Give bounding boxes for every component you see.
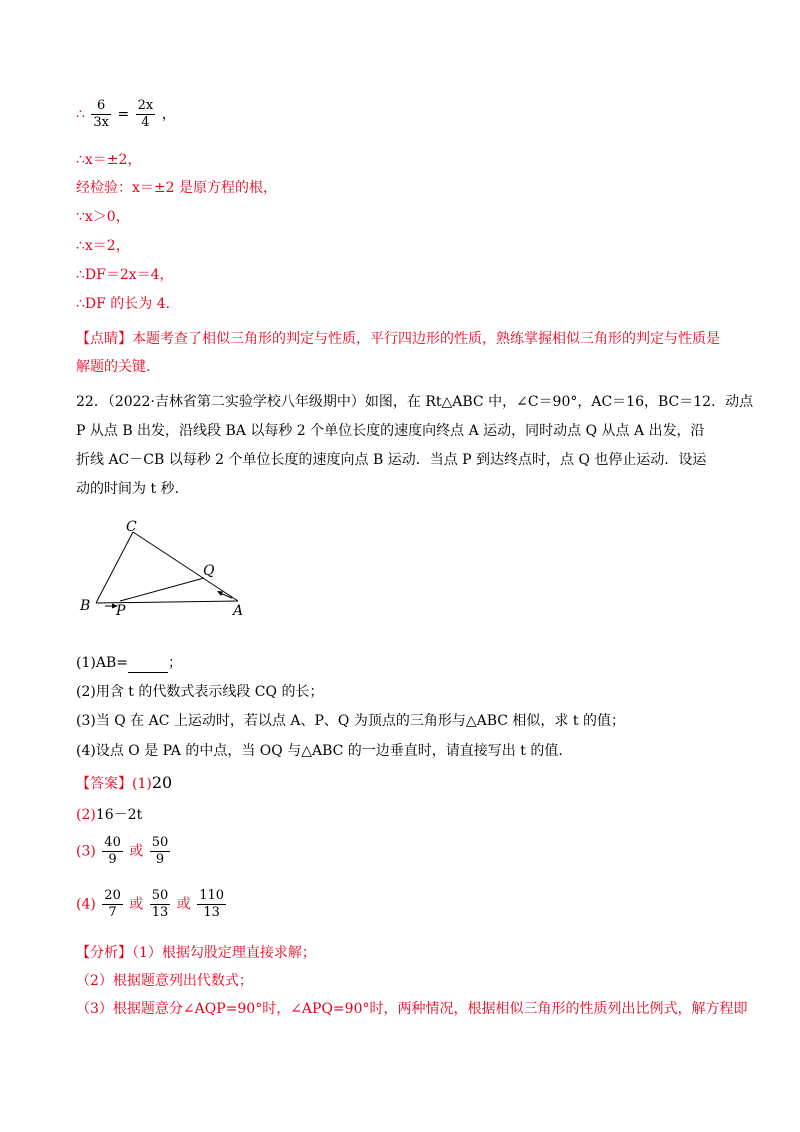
equation-line-1: ∴ $\frac{6}{3x}$ = $\frac{2x}{4}$ ， bbox=[76, 98, 176, 130]
answer-line-1: 【答案】(1)20 bbox=[76, 773, 173, 792]
answer-line-4: (4) $\frac{20}{7}$ 或 $\frac{50}{13}$ 或 $\frac{110}{13}$ bbox=[76, 888, 225, 920]
question-3: (3)当 Q 在 AC 上运动时，若以点 A、P、Q 为顶点的三角形与△ABC 相似，求 t 的值； bbox=[76, 713, 625, 729]
solution-line-2: ∴x＝±2， bbox=[76, 152, 142, 168]
label-a: A bbox=[233, 603, 244, 619]
side-ca bbox=[133, 532, 238, 601]
triangle-figure bbox=[76, 515, 276, 625]
solution-line-6: ∴DF＝2x＝4， bbox=[76, 267, 174, 283]
label-p: P bbox=[116, 603, 126, 619]
problem-line-1: 22．（2022·吉林省第二实验学校八年级期中）如图，在 Rt△ABC 中，∠C＝90°，AC＝16，BC＝12．动点 bbox=[76, 394, 754, 410]
comment-tag: 【点睛】 bbox=[76, 331, 132, 347]
solution-line-3: 经检验：x＝±2 是原方程的根， bbox=[76, 180, 277, 196]
fraction-lhs: $\frac{6}{3x}$ bbox=[93, 98, 109, 130]
solution-line-7: ∴DF 的长为 4． bbox=[76, 296, 180, 312]
analysis-line-1: 【分析】（1）根据勾股定理直接求解； bbox=[76, 945, 316, 961]
side-bc bbox=[96, 532, 133, 603]
comment-line-2: 解题的关键. bbox=[76, 359, 151, 375]
solution-line-4: ∵x＞0， bbox=[76, 209, 130, 225]
arrow-q-head bbox=[217, 591, 223, 596]
therefore-symbol: ∴ bbox=[76, 106, 85, 123]
analysis-tag: 【分析】 bbox=[76, 945, 132, 961]
analysis-line-3: （3）根据题意分∠AQP=90°时，∠APQ=90°时，两种情况，根据相似三角形的性质列出比例式，解方程即 bbox=[76, 1001, 748, 1017]
answer-blank bbox=[128, 658, 168, 673]
question-1: (1)AB= ； bbox=[76, 655, 182, 671]
answer-line-3: (3) $\frac{40}{9}$ 或 $\frac{50}{9}$ bbox=[76, 835, 169, 867]
problem-line-3: 折线 AC－CB 以每秒 2 个单位长度的速度向点 B 运动．当点 P 到达终点时，点 Q 也停止运动．设运 bbox=[76, 452, 707, 468]
analysis-line-2: （2）根据题意列出代数式； bbox=[76, 973, 253, 989]
answer-tag: 【答案】 bbox=[76, 776, 132, 792]
comment-line-1: 【点睛】本题考查了相似三角形的判定与性质，平行四边形的性质，熟练掌握相似三角形的判定与性质是 bbox=[76, 331, 720, 347]
problem-line-2: P 从点 B 出发，沿线段 BA 以每秒 2 个单位长度的速度向终点 A 运动，同时动点 Q 从点 A 出发，沿 bbox=[76, 423, 705, 439]
solution-line-5: ∴x＝2， bbox=[76, 238, 130, 254]
answer-line-2: (2)16－2t bbox=[76, 807, 143, 823]
fraction-rhs: $\frac{2x}{4}$ bbox=[137, 98, 154, 130]
label-q: Q bbox=[203, 563, 215, 579]
label-c: C bbox=[126, 519, 137, 535]
segment-pq bbox=[120, 578, 204, 601]
label-b: B bbox=[80, 598, 91, 614]
problem-line-4: 动的时间为 t 秒． bbox=[76, 481, 189, 497]
question-2: (2)用含 t 的代数式表示线段 CQ 的长； bbox=[76, 684, 324, 700]
question-4: (4)设点 O 是 PA 的中点，当 OQ 与△ABC 的一边垂直时，请直接写出 t 的值. bbox=[76, 743, 563, 759]
